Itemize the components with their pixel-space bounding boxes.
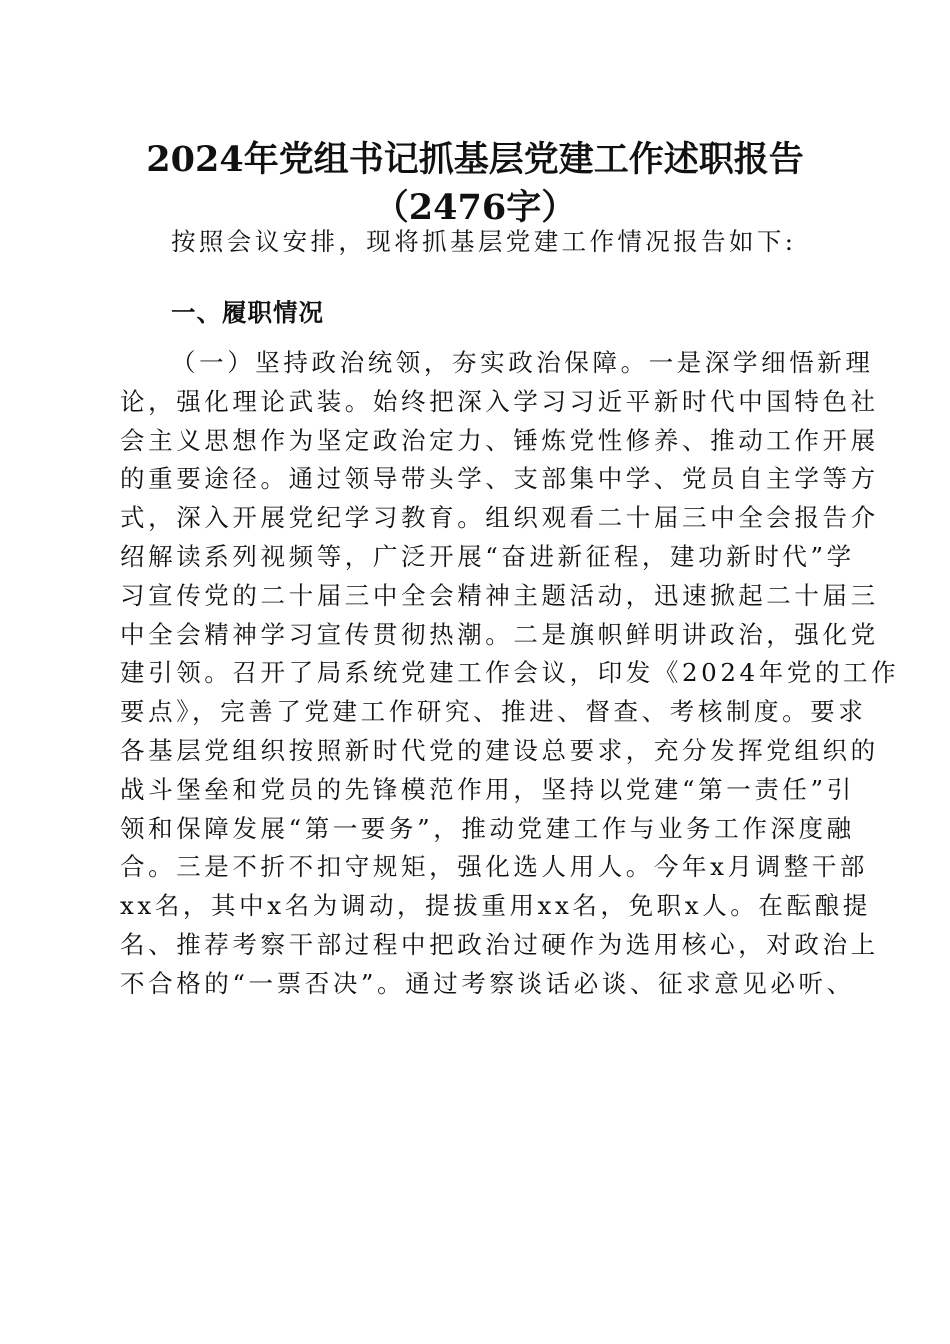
paragraph-line: （一）坚持政治统领，夯实政治保障。一是深学细悟新理 bbox=[171, 348, 874, 377]
paragraph-line: 要点》，完善了党建工作研究、推进、督查、考核制度。要求 bbox=[120, 697, 867, 727]
paragraph-line: 论，强化理论武装。始终把深入学习习近平新时代中国特色社 bbox=[120, 386, 879, 416]
body-paragraph bbox=[120, 344, 900, 1004]
section-heading: 一、履职情况 bbox=[171, 298, 324, 327]
paragraph-line: 合。三是不折不扣守规矩，强化选人用人。今年x月调整干部 bbox=[120, 852, 869, 882]
paragraph-line: 不合格的“一票否决”。通过考察谈话必谈、征求意见必听、 bbox=[120, 968, 855, 998]
paragraph-line: 建引领。召开了局系统党建工作会议，印发《2024年党的工作 bbox=[120, 658, 900, 688]
paragraph-line: xx名，其中x名为调动，提拔重用xx名，免职x人。在酝酿提 bbox=[120, 891, 871, 921]
paragraph-line: 习宣传党的二十届三中全会精神主题活动，迅速掀起二十届三 bbox=[120, 580, 879, 610]
document-title: 2024年党组书记抓基层党建工作述职报告 bbox=[146, 139, 804, 180]
paragraph-line: 战斗堡垒和党员的先锋模范作用，坚持以党建“第一责任”引 bbox=[120, 774, 855, 804]
paragraph-line: 名、推荐考察干部过程中把政治过硬作为选用核心，对政治上 bbox=[120, 929, 879, 959]
paragraph-line: 中全会精神学习宣传贯彻热潮。二是旗帜鲜明讲政治，强化党 bbox=[120, 619, 879, 649]
paragraph-line: 领和保障发展“第一要务”，推动党建工作与业务工作深度融 bbox=[120, 813, 855, 843]
paragraph-line: 式，深入开展党纪学习教育。组织观看二十届三中全会报告介 bbox=[120, 503, 879, 533]
intro-paragraph: 按照会议安排，现将抓基层党建工作情况报告如下: bbox=[171, 227, 797, 256]
paragraph-line: 的重要途径。通过领导带头学、支部集中学、党员自主学等方 bbox=[120, 464, 879, 494]
document-subtitle-word-count: （2476字） bbox=[373, 187, 577, 228]
paragraph-line: 各基层党组织按照新时代党的建设总要求，充分发挥党组织的 bbox=[120, 735, 879, 765]
paragraph-line: 绍解读系列视频等，广泛开展“奋进新征程，建功新时代”学 bbox=[120, 541, 855, 571]
paragraph-line: 会主义思想作为坚定政治定力、锤炼党性修养、推动工作开展 bbox=[120, 425, 879, 455]
